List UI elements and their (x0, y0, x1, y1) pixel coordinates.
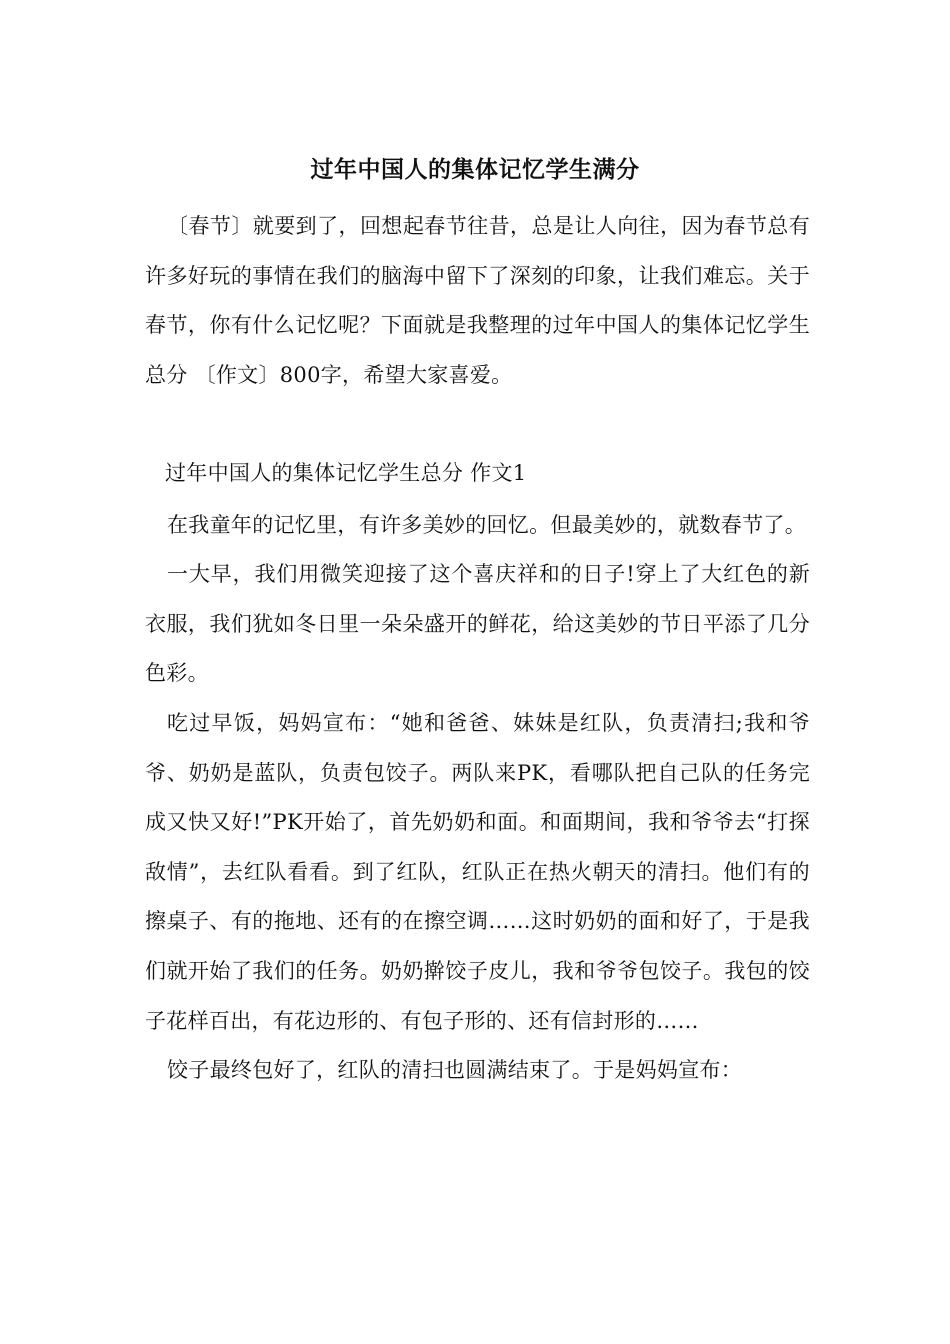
paragraph-4: 饺子最终包好了，红队的清扫也圆满结束了。于是妈妈宣布： (167, 1058, 743, 1083)
document-title: 过年中国人的集体记忆学生满分 (310, 156, 640, 183)
intro-paragraph: 〔春节〕就要到了，回想起春节往昔，总是让人向往，因为春节总有许多好玩的事情在我们的脑海中留下了深刻的印象，让我们难忘。关于春节，你有什么记忆呢？下面就是我整理的过年中国人的集体记忆学生总分 〔作文〕800字，希望大家喜爱。 (145, 214, 810, 387)
essay-section (145, 449, 810, 1096)
section-heading: 过年中国人的集体记忆学生总分 作文1 (165, 461, 527, 485)
paragraph-1: 在我童年的记忆里，有许多美妙的回忆。但最美妙的，就数春节了。 (167, 512, 806, 537)
paragraph-2: 一大早，我们用微笑迎接了这个喜庆祥和的日子!穿上了大红色的新衣服，我们犹如冬日里一朵朵盛开的鲜花，给这美妙的节日平添了几分色彩。 (145, 562, 810, 686)
paragraph-3: 吃过早饭，妈妈宣布：“她和爸爸、妹妹是红队，负责清扫;我和爷爷、奶奶是蓝队，负责包饺子。两队来PK，看哪队把自己队的任务完成又快又好!”PK开始了，首先奶奶和面。和面期间，我和爷爷去“打探敌情”，去红队看看。到了红队，红队正在热火朝天的清扫。他们有的擦桌子、有的拖地、还有的在擦空调……这时奶奶的面和好了，于是我们就开始了我们的任务。奶奶擀饺子皮儿，我和爷爷包饺子。我包的饺子花样百出，有花边形的、有包子形的、还有信封形的…… (145, 710, 810, 1033)
intro-block (145, 202, 810, 400)
